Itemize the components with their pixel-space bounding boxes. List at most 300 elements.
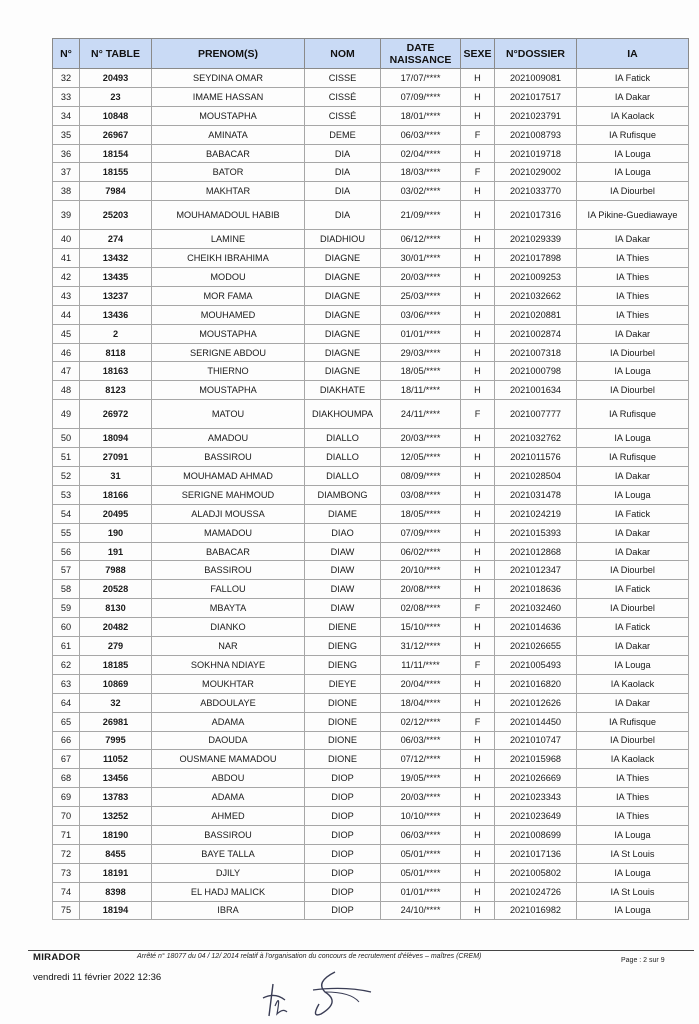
cell-dossier: 2021007777 — [495, 400, 577, 429]
cell-date-naissance: 11/11/**** — [381, 655, 461, 674]
cell-nom: DIONE — [305, 731, 381, 750]
table-row — [53, 125, 689, 144]
cell-ia: IA St Louis — [577, 882, 689, 901]
table-row — [53, 201, 689, 230]
cell-no: 33 — [53, 87, 80, 106]
cell-sexe: H — [461, 523, 495, 542]
cell-dossier: 2021005493 — [495, 655, 577, 674]
cell-sexe: H — [461, 69, 495, 88]
cell-date-naissance: 06/02/**** — [381, 542, 461, 561]
cell-prenom: MAMADOU — [152, 523, 305, 542]
cell-dossier: 2021002874 — [495, 324, 577, 343]
cell-nom: DIA — [305, 182, 381, 201]
cell-prenom: MOUHAMAD AHMAD — [152, 467, 305, 486]
cell-date-naissance: 02/08/**** — [381, 599, 461, 618]
cell-nom: DIA — [305, 144, 381, 163]
cell-sexe: H — [461, 324, 495, 343]
cell-sexe: F — [461, 712, 495, 731]
cell-prenom: DIANKO — [152, 618, 305, 637]
cell-sexe: H — [461, 750, 495, 769]
cell-ia: IA Fatick — [577, 580, 689, 599]
header-dossier: N°DOSSIER — [495, 39, 577, 69]
cell-dossier: 2021009081 — [495, 69, 577, 88]
cell-table-number: 13432 — [80, 249, 152, 268]
header-table-number: N° TABLE — [80, 39, 152, 69]
cell-table-number: 18094 — [80, 429, 152, 448]
cell-date-naissance: 08/09/**** — [381, 467, 461, 486]
cell-ia: IA Diourbel — [577, 381, 689, 400]
cell-ia: IA Rufisque — [577, 125, 689, 144]
cell-sexe: H — [461, 731, 495, 750]
cell-sexe: H — [461, 901, 495, 920]
cell-sexe: H — [461, 249, 495, 268]
cell-sexe: F — [461, 400, 495, 429]
cell-sexe: H — [461, 87, 495, 106]
cell-ia: IA Rufisque — [577, 448, 689, 467]
cell-prenom: BABACAR — [152, 542, 305, 561]
table-row — [53, 712, 689, 731]
cell-sexe: H — [461, 618, 495, 637]
cell-dossier: 2021008793 — [495, 125, 577, 144]
cell-nom: DIONE — [305, 693, 381, 712]
table-row — [53, 882, 689, 901]
cell-dossier: 2021014636 — [495, 618, 577, 637]
table-row — [53, 324, 689, 343]
cell-table-number: 8130 — [80, 599, 152, 618]
cell-prenom: DJILY — [152, 863, 305, 882]
cell-prenom: LAMINE — [152, 230, 305, 249]
cell-sexe: H — [461, 286, 495, 305]
cell-prenom: SEYDINA OMAR — [152, 69, 305, 88]
cell-nom: DIENE — [305, 618, 381, 637]
cell-date-naissance: 18/05/**** — [381, 504, 461, 523]
header-nom: NOM — [305, 39, 381, 69]
table-row — [53, 769, 689, 788]
cell-table-number: 191 — [80, 542, 152, 561]
cell-nom: DIA — [305, 201, 381, 230]
cell-sexe: H — [461, 863, 495, 882]
cell-table-number: 18190 — [80, 825, 152, 844]
cell-no: 42 — [53, 268, 80, 287]
cell-dossier: 2021012626 — [495, 693, 577, 712]
cell-table-number: 26972 — [80, 400, 152, 429]
cell-sexe: F — [461, 125, 495, 144]
cell-dossier: 2021023791 — [495, 106, 577, 125]
cell-no: 37 — [53, 163, 80, 182]
cell-dossier: 2021016820 — [495, 674, 577, 693]
footer-datestamp: vendredi 11 février 2022 12:36 — [33, 972, 162, 983]
cell-date-naissance: 03/02/**** — [381, 182, 461, 201]
cell-date-naissance: 21/09/**** — [381, 201, 461, 230]
cell-nom: DIAKHOUMPA — [305, 400, 381, 429]
table-row — [53, 674, 689, 693]
cell-no: 60 — [53, 618, 80, 637]
cell-dossier: 2021020881 — [495, 305, 577, 324]
cell-no: 43 — [53, 286, 80, 305]
cell-dossier: 2021026655 — [495, 637, 577, 656]
cell-dossier: 2021016982 — [495, 901, 577, 920]
cell-dossier: 2021029002 — [495, 163, 577, 182]
cell-no: 47 — [53, 362, 80, 381]
cell-nom: DIOP — [305, 901, 381, 920]
cell-date-naissance: 29/03/**** — [381, 343, 461, 362]
cell-date-naissance: 31/12/**** — [381, 637, 461, 656]
cell-nom: DIA — [305, 163, 381, 182]
cell-date-naissance: 20/03/**** — [381, 788, 461, 807]
cell-ia: IA Thies — [577, 286, 689, 305]
cell-dossier: 2021014450 — [495, 712, 577, 731]
cell-nom: DIAGNE — [305, 249, 381, 268]
cell-dossier: 2021032762 — [495, 429, 577, 448]
cell-date-naissance: 03/08/**** — [381, 485, 461, 504]
cell-dossier: 2021015393 — [495, 523, 577, 542]
cell-prenom: ALADJI MOUSSA — [152, 504, 305, 523]
cell-date-naissance: 02/12/**** — [381, 712, 461, 731]
cell-prenom: MOUSTAPHA — [152, 381, 305, 400]
cell-table-number: 13436 — [80, 305, 152, 324]
cell-no: 65 — [53, 712, 80, 731]
cell-dossier: 2021023343 — [495, 788, 577, 807]
cell-date-naissance: 06/12/**** — [381, 230, 461, 249]
cell-sexe: F — [461, 655, 495, 674]
cell-prenom: SERIGNE MAHMOUD — [152, 485, 305, 504]
table-row — [53, 807, 689, 826]
cell-table-number: 20482 — [80, 618, 152, 637]
cell-date-naissance: 05/01/**** — [381, 844, 461, 863]
cell-table-number: 18191 — [80, 863, 152, 882]
table-row — [53, 750, 689, 769]
cell-sexe: H — [461, 230, 495, 249]
cell-sexe: H — [461, 182, 495, 201]
cell-sexe: H — [461, 343, 495, 362]
cell-sexe: H — [461, 882, 495, 901]
table-row — [53, 825, 689, 844]
cell-prenom: THIERNO — [152, 362, 305, 381]
cell-prenom: OUSMANE MAMADOU — [152, 750, 305, 769]
cell-ia: IA Dakar — [577, 523, 689, 542]
cell-no: 68 — [53, 769, 80, 788]
cell-date-naissance: 07/09/**** — [381, 523, 461, 542]
cell-prenom: DAOUDA — [152, 731, 305, 750]
cell-ia: IA Fatick — [577, 618, 689, 637]
cell-dossier: 2021033770 — [495, 182, 577, 201]
table-row — [53, 87, 689, 106]
cell-prenom: SERIGNE ABDOU — [152, 343, 305, 362]
cell-table-number: 8455 — [80, 844, 152, 863]
cell-sexe: H — [461, 448, 495, 467]
cell-date-naissance: 20/04/**** — [381, 674, 461, 693]
cell-prenom: MBAYTA — [152, 599, 305, 618]
cell-dossier: 2021023649 — [495, 807, 577, 826]
table-row — [53, 523, 689, 542]
cell-date-naissance: 20/03/**** — [381, 268, 461, 287]
table-row — [53, 144, 689, 163]
table-row — [53, 655, 689, 674]
results-table — [52, 38, 689, 920]
cell-date-naissance: 01/01/**** — [381, 882, 461, 901]
cell-prenom: ADAMA — [152, 788, 305, 807]
cell-dossier: 2021017898 — [495, 249, 577, 268]
cell-nom: DIOP — [305, 844, 381, 863]
cell-prenom: AMINATA — [152, 125, 305, 144]
cell-nom: DIAO — [305, 523, 381, 542]
cell-prenom: MOUSTAPHA — [152, 106, 305, 125]
cell-date-naissance: 18/04/**** — [381, 693, 461, 712]
cell-no: 52 — [53, 467, 80, 486]
cell-table-number: 13783 — [80, 788, 152, 807]
cell-dossier: 2021032460 — [495, 599, 577, 618]
cell-ia: IA Louga — [577, 429, 689, 448]
footer-divider — [28, 950, 694, 951]
header-prenom: PRENOM(S) — [152, 39, 305, 69]
handwritten-signature — [255, 962, 375, 1022]
cell-prenom: AHMED — [152, 807, 305, 826]
table-row — [53, 69, 689, 88]
cell-dossier: 2021009253 — [495, 268, 577, 287]
cell-dossier: 2021005802 — [495, 863, 577, 882]
cell-sexe: F — [461, 163, 495, 182]
table-row — [53, 249, 689, 268]
cell-date-naissance: 20/03/**** — [381, 429, 461, 448]
cell-date-naissance: 02/04/**** — [381, 144, 461, 163]
cell-dossier: 2021026669 — [495, 769, 577, 788]
table-row — [53, 599, 689, 618]
cell-date-naissance: 06/03/**** — [381, 825, 461, 844]
cell-no: 69 — [53, 788, 80, 807]
table-row — [53, 230, 689, 249]
cell-no: 39 — [53, 201, 80, 230]
cell-prenom: ABDOU — [152, 769, 305, 788]
cell-nom: DIOP — [305, 825, 381, 844]
cell-sexe: H — [461, 674, 495, 693]
cell-nom: DIAKHATE — [305, 381, 381, 400]
cell-no: 63 — [53, 674, 80, 693]
table-row — [53, 268, 689, 287]
cell-no: 56 — [53, 542, 80, 561]
cell-sexe: H — [461, 268, 495, 287]
cell-table-number: 13237 — [80, 286, 152, 305]
table-row — [53, 448, 689, 467]
cell-no: 70 — [53, 807, 80, 826]
cell-prenom: MOUHAMED — [152, 305, 305, 324]
cell-table-number: 18194 — [80, 901, 152, 920]
cell-ia: IA Louga — [577, 362, 689, 381]
cell-no: 58 — [53, 580, 80, 599]
table-row — [53, 693, 689, 712]
cell-no: 59 — [53, 599, 80, 618]
table-row — [53, 731, 689, 750]
cell-nom: DIALLO — [305, 429, 381, 448]
cell-table-number: 18154 — [80, 144, 152, 163]
cell-date-naissance: 10/10/**** — [381, 807, 461, 826]
cell-sexe: H — [461, 637, 495, 656]
table-row — [53, 106, 689, 125]
cell-date-naissance: 06/03/**** — [381, 731, 461, 750]
cell-table-number: 13435 — [80, 268, 152, 287]
cell-table-number: 8398 — [80, 882, 152, 901]
cell-dossier: 2021001634 — [495, 381, 577, 400]
cell-ia: IA Louga — [577, 863, 689, 882]
cell-ia: IA Louga — [577, 485, 689, 504]
table-row — [53, 844, 689, 863]
cell-table-number: 23 — [80, 87, 152, 106]
cell-table-number: 13252 — [80, 807, 152, 826]
cell-sexe: H — [461, 485, 495, 504]
cell-ia: IA Dakar — [577, 693, 689, 712]
cell-sexe: H — [461, 561, 495, 580]
cell-prenom: AMADOU — [152, 429, 305, 448]
cell-no: 64 — [53, 693, 80, 712]
cell-dossier: 2021018636 — [495, 580, 577, 599]
cell-table-number: 18166 — [80, 485, 152, 504]
cell-nom: CISSE — [305, 69, 381, 88]
cell-no: 45 — [53, 324, 80, 343]
cell-table-number: 32 — [80, 693, 152, 712]
table-row — [53, 305, 689, 324]
cell-ia: IA Dakar — [577, 637, 689, 656]
cell-nom: DIAW — [305, 599, 381, 618]
cell-table-number: 8123 — [80, 381, 152, 400]
cell-sexe: H — [461, 429, 495, 448]
table-row — [53, 467, 689, 486]
cell-sexe: H — [461, 542, 495, 561]
cell-dossier: 2021029339 — [495, 230, 577, 249]
cell-ia: IA Louga — [577, 655, 689, 674]
cell-prenom: MOR FAMA — [152, 286, 305, 305]
cell-sexe: H — [461, 807, 495, 826]
cell-date-naissance: 18/11/**** — [381, 381, 461, 400]
cell-table-number: 31 — [80, 467, 152, 486]
cell-date-naissance: 18/01/**** — [381, 106, 461, 125]
cell-dossier: 2021017517 — [495, 87, 577, 106]
table-row — [53, 618, 689, 637]
cell-no: 38 — [53, 182, 80, 201]
cell-nom: DIAMBONG — [305, 485, 381, 504]
cell-sexe: H — [461, 201, 495, 230]
cell-dossier: 2021012347 — [495, 561, 577, 580]
cell-dossier: 2021007318 — [495, 343, 577, 362]
cell-no: 49 — [53, 400, 80, 429]
cell-table-number: 7984 — [80, 182, 152, 201]
table-row — [53, 863, 689, 882]
cell-nom: DIONE — [305, 712, 381, 731]
cell-nom: DIALLO — [305, 467, 381, 486]
cell-dossier: 2021012868 — [495, 542, 577, 561]
cell-ia: IA Louga — [577, 901, 689, 920]
cell-sexe: H — [461, 693, 495, 712]
table-row — [53, 542, 689, 561]
cell-no: 41 — [53, 249, 80, 268]
cell-ia: IA Thies — [577, 788, 689, 807]
cell-ia: IA Diourbel — [577, 731, 689, 750]
cell-ia: IA Dakar — [577, 542, 689, 561]
cell-no: 67 — [53, 750, 80, 769]
cell-no: 40 — [53, 230, 80, 249]
cell-ia: IA Louga — [577, 825, 689, 844]
cell-no: 36 — [53, 144, 80, 163]
cell-ia: IA Diourbel — [577, 343, 689, 362]
cell-nom: DIENG — [305, 637, 381, 656]
cell-table-number: 26981 — [80, 712, 152, 731]
cell-no: 66 — [53, 731, 80, 750]
footer-arrete-reference: Arrêté n° 18077 du 04 / 12/ 2014 relatif à l'organisation du concours de recrutement d'élèves – maîtres (CREM) — [137, 953, 482, 960]
table-body — [53, 69, 689, 920]
cell-no: 75 — [53, 901, 80, 920]
cell-no: 48 — [53, 381, 80, 400]
cell-sexe: H — [461, 580, 495, 599]
cell-dossier: 2021024219 — [495, 504, 577, 523]
table-row — [53, 381, 689, 400]
cell-no: 74 — [53, 882, 80, 901]
cell-prenom: BASSIROU — [152, 448, 305, 467]
cell-no: 51 — [53, 448, 80, 467]
cell-sexe: H — [461, 769, 495, 788]
cell-sexe: H — [461, 305, 495, 324]
cell-nom: CISSÉ — [305, 87, 381, 106]
table-row — [53, 286, 689, 305]
cell-dossier: 2021031478 — [495, 485, 577, 504]
cell-table-number: 10848 — [80, 106, 152, 125]
cell-nom: DIONE — [305, 750, 381, 769]
cell-nom: DIAW — [305, 580, 381, 599]
cell-prenom: IMAME HASSAN — [152, 87, 305, 106]
cell-nom: DIOP — [305, 769, 381, 788]
cell-ia: IA Diourbel — [577, 599, 689, 618]
header-sexe: SEXE — [461, 39, 495, 69]
table-row — [53, 901, 689, 920]
cell-table-number: 7988 — [80, 561, 152, 580]
cell-sexe: H — [461, 106, 495, 125]
cell-prenom: NAR — [152, 637, 305, 656]
cell-nom: DEME — [305, 125, 381, 144]
cell-date-naissance: 06/03/**** — [381, 125, 461, 144]
cell-ia: IA Kaolack — [577, 674, 689, 693]
cell-ia: IA Thies — [577, 249, 689, 268]
cell-table-number: 18163 — [80, 362, 152, 381]
cell-ia: IA St Louis — [577, 844, 689, 863]
cell-prenom: BABACAR — [152, 144, 305, 163]
table-row — [53, 788, 689, 807]
cell-date-naissance: 24/10/**** — [381, 901, 461, 920]
cell-date-naissance: 20/10/**** — [381, 561, 461, 580]
table-row — [53, 504, 689, 523]
cell-table-number: 27091 — [80, 448, 152, 467]
cell-nom: CISSÉ — [305, 106, 381, 125]
cell-sexe: H — [461, 381, 495, 400]
cell-no: 53 — [53, 485, 80, 504]
cell-dossier: 2021010747 — [495, 731, 577, 750]
cell-sexe: H — [461, 825, 495, 844]
table-row — [53, 182, 689, 201]
cell-ia: IA Pikine-Guediawaye — [577, 201, 689, 230]
header-date-naissance: DATE NAISSANCE — [381, 39, 461, 69]
cell-ia: IA Diourbel — [577, 561, 689, 580]
header-no: N° — [53, 39, 80, 69]
cell-prenom: MAKHTAR — [152, 182, 305, 201]
cell-table-number: 11052 — [80, 750, 152, 769]
table-row — [53, 343, 689, 362]
cell-prenom: MODOU — [152, 268, 305, 287]
cell-table-number: 13456 — [80, 769, 152, 788]
table-row — [53, 163, 689, 182]
table-row — [53, 400, 689, 429]
cell-table-number: 20528 — [80, 580, 152, 599]
cell-no: 55 — [53, 523, 80, 542]
cell-date-naissance: 07/09/**** — [381, 87, 461, 106]
cell-table-number: 18185 — [80, 655, 152, 674]
cell-ia: IA Rufisque — [577, 712, 689, 731]
cell-table-number: 2 — [80, 324, 152, 343]
